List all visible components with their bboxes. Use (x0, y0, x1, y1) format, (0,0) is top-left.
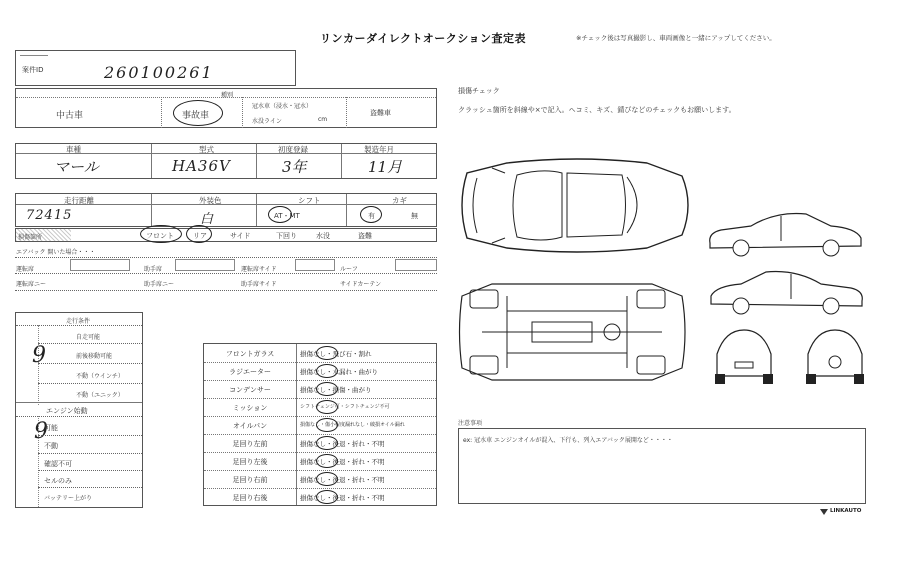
airbag-driver-knee: 運転席ニー (16, 281, 47, 288)
car-rear-view (711, 326, 777, 386)
checklist-circle-mark (316, 364, 338, 378)
driving-header: 走行条件 (66, 318, 91, 325)
checklist-options: 損傷なし・水漏れ・曲がり (300, 368, 378, 376)
airbag-label: エアバック 開いた場合・・・ (16, 249, 96, 256)
category-flood-line: 水没ライン (252, 118, 282, 125)
category-theft: 盗難車 (370, 109, 391, 117)
damage-label: 損傷箇所 (18, 234, 43, 241)
checklist-circle-mark (316, 382, 338, 396)
vehicle-name-value: マール (54, 158, 99, 176)
case-id-box (15, 50, 296, 86)
key-no: 無 (411, 212, 418, 220)
car-side-view-right (706, 208, 866, 258)
checklist-options: 損傷なし・損傷・曲がり (300, 386, 372, 394)
checklist-label: オイルパン (232, 422, 268, 430)
front-circle-mark (140, 225, 182, 243)
category-flood-unit: cm (318, 116, 328, 123)
notes-title: 注意事項 (458, 420, 483, 427)
checklist-circle-mark (316, 454, 338, 468)
engine-mark: 9 (34, 419, 48, 444)
damage-side: サイド (230, 232, 251, 240)
driving-mark: 9 (32, 343, 46, 368)
driving-conditions-box (15, 312, 143, 508)
checklist-circle-mark (316, 436, 338, 450)
car-front-view (802, 326, 868, 386)
category-row (15, 88, 437, 128)
checklist-options: 損傷なし・後退・折れ・不明 (300, 440, 385, 448)
airbag-section (15, 246, 437, 292)
case-id-label: 案件ID (22, 66, 44, 74)
checklist-options: 損傷なし・後退・折れ・不明 (300, 494, 385, 502)
driving-item-1: 自走可能 (76, 334, 101, 341)
notes-box (458, 428, 866, 504)
brand-logo-icon (820, 509, 828, 515)
airbag-passenger-side: 助手席サイド (241, 281, 277, 288)
shift-label: シフト (298, 196, 321, 205)
airbag-passenger-knee: 助手席ニー (144, 281, 175, 288)
page-title: リンカーダイレクトオークション査定表 (320, 32, 527, 45)
checklist-options: 損傷なし・飛び石・割れ (300, 350, 372, 358)
header-note: ※チェック後は写真撮影し、車両画像と一緒にアップしてください。 (576, 34, 776, 42)
checklist-label: 足回り右前 (232, 476, 268, 484)
case-id-value: 260100261 (104, 63, 214, 82)
checklist-label: コンデンサー (229, 386, 271, 394)
damage-under: 下回り (276, 232, 297, 240)
mileage-row (15, 193, 437, 227)
engine-item-4: セルのみ (44, 477, 72, 485)
damage-front: フロント (146, 232, 174, 240)
car-side-view-left (706, 266, 866, 316)
damage-check-title: 損傷チェック (458, 87, 500, 95)
shift-circle-mark (268, 206, 292, 223)
key-yes: 有 (368, 212, 375, 220)
notes-example: ex: 冠水車 エンジンオイルが混入、下行も、列入エアバック展開など・・・・ (463, 437, 673, 444)
checklist-options: 損傷なし・後退・折れ・不明 (300, 476, 385, 484)
airbag-driver-side: 運転席サイド (241, 266, 277, 273)
vehicle-mfg-value: 11月 (368, 158, 403, 176)
color-value: 白 (200, 212, 214, 227)
vehicle-model-value: HA36V (172, 157, 231, 175)
engine-item-3: 確認不可 (44, 460, 72, 468)
key-circle-mark (360, 206, 382, 223)
driving-item-4: 不動（ユニック） (76, 392, 124, 399)
key-label: カギ (392, 196, 407, 205)
car-underbody-diagram (452, 276, 692, 388)
engine-item-5: バッテリー上がり (44, 495, 93, 502)
engine-item-1: 可能 (44, 424, 58, 432)
checklist-options: 損傷なし・後退・折れ・不明 (300, 458, 385, 466)
checklist-circle-mark (316, 472, 338, 486)
airbag-side-curtain: サイドカーテン (340, 281, 382, 288)
checklist-circle-mark (316, 400, 338, 414)
checklist-label: ラジエーター (229, 368, 271, 376)
brand-name: LINKAUTO (830, 508, 862, 514)
driving-item-2: 前後移動可能 (76, 353, 113, 360)
checklist-options: シフトチェンジ可・シフトチェンジ不可 (300, 404, 390, 410)
category-accident: 事故車 (182, 111, 210, 121)
category-label: 種別 (221, 92, 234, 99)
vehicle-first-reg-label: 初度登録 (278, 145, 308, 154)
damage-location-row (15, 228, 437, 242)
damage-rear: リア (193, 232, 207, 240)
checklist-circle-mark (316, 418, 338, 432)
checklist-label: フロントガラス (225, 350, 275, 358)
checklist-label: 足回り左後 (232, 458, 268, 466)
vehicle-name-label: 車種 (66, 145, 81, 154)
vehicle-model-label: 型式 (199, 145, 214, 154)
mileage-label: 走行距離 (64, 196, 94, 205)
shift-value: AT・MT (274, 212, 300, 220)
damage-theft: 盗難 (358, 232, 372, 240)
checklist-table (203, 343, 437, 506)
mileage-value: 72415 (26, 208, 73, 223)
accident-circle-mark (173, 100, 223, 126)
rear-circle-mark (186, 225, 212, 243)
vehicle-first-reg-value: 3年 (282, 158, 307, 176)
airbag-driver: 運転席 (16, 266, 35, 273)
checklist-label: ミッション (232, 404, 268, 412)
engine-header: エンジン始動 (46, 407, 88, 415)
vehicle-mfg-label: 製造年月 (364, 145, 394, 154)
airbag-passenger: 助手席 (144, 266, 163, 273)
category-used: 中古車 (56, 111, 84, 121)
category-flood: 冠水車（浸水・冠水） (252, 103, 313, 110)
color-label: 外装色 (199, 196, 222, 205)
damage-flood: 水没 (316, 232, 330, 240)
checklist-label: 足回り左前 (232, 440, 268, 448)
vehicle-row (15, 143, 437, 179)
car-top-view-diagram (447, 153, 697, 258)
engine-item-2: 不動 (44, 442, 58, 450)
driving-item-3: 不動（ウインチ） (76, 373, 124, 380)
checklist-options: 損傷なし・傷小程度漏れなし・破損オイル漏れ (300, 422, 405, 428)
airbag-roof: ルーフ (340, 266, 358, 273)
checklist-label: 足回り右後 (232, 494, 268, 502)
damage-check-instruction: クラッシュ箇所を斜線や×で記入。ヘコミ、キズ、錆びなどのチェックもお願いします。 (458, 106, 736, 114)
checklist-circle-mark (316, 346, 338, 360)
checklist-circle-mark (316, 490, 338, 504)
